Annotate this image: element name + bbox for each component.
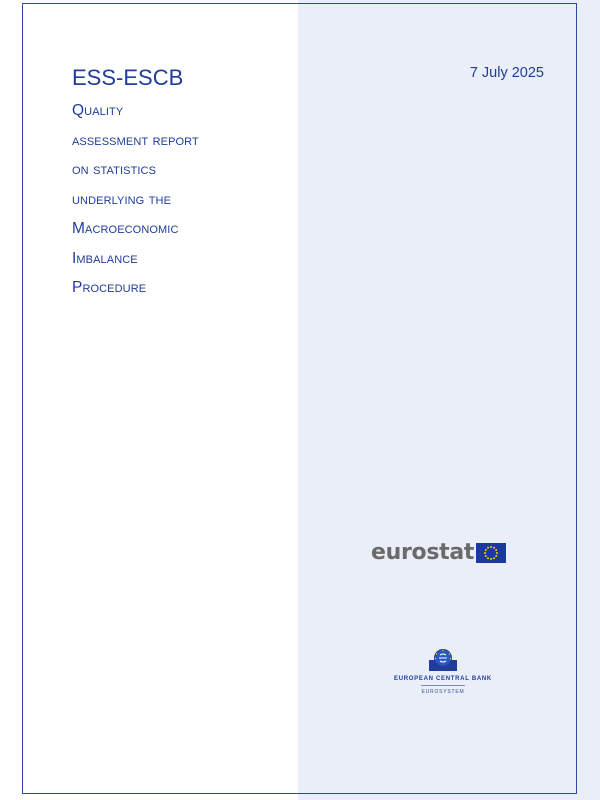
eurostat-logo: [371, 540, 506, 565]
ecb-divider: [421, 685, 465, 686]
ecb-emblem-icon: [428, 648, 458, 672]
title-line: Procedure: [72, 279, 147, 296]
title-line: Imbalance: [72, 249, 138, 267]
title-line: assessment report: [72, 131, 199, 149]
ecb-name: EUROPEAN CENTRAL BANK: [394, 676, 492, 682]
title-line: underlying the: [72, 190, 172, 208]
eu-flag-icon: [476, 543, 506, 563]
title-line: on statistics: [72, 161, 157, 178]
title-line: Macroeconomic: [72, 220, 179, 237]
eurostat-wordmark: eurostat: [371, 540, 475, 565]
ecb-subtitle: EUROSYSTEM: [421, 689, 465, 695]
title-main: ESS-ESCB: [72, 65, 184, 90]
report-date: 7 July 2025: [469, 65, 544, 81]
report-title: [72, 64, 287, 303]
title-line: Quality: [72, 102, 124, 119]
ecb-logo: [380, 648, 506, 695]
